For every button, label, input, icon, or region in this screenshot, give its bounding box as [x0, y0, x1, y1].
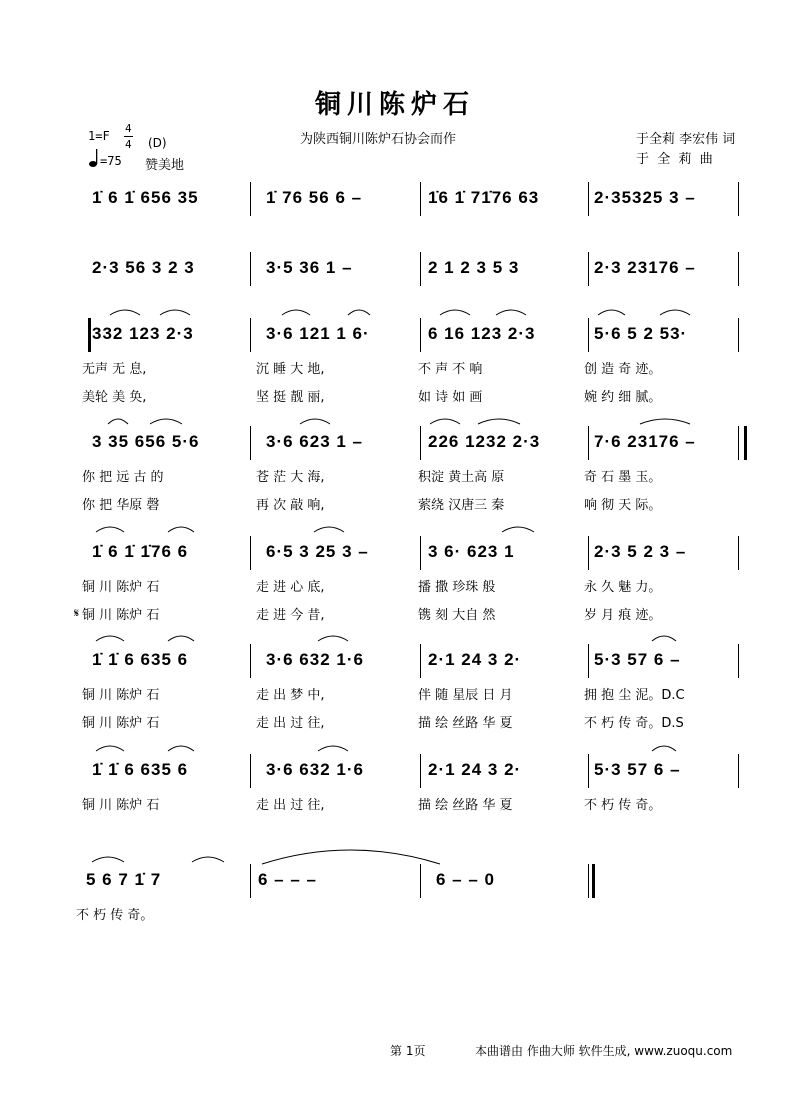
measure-notes: 1̇ 6 1̇ 1̇76 6: [92, 542, 189, 561]
measure-notes: 1̇6 1̇ 71̇76 63: [428, 188, 540, 207]
bar-line: [250, 536, 251, 570]
bar-line: [420, 182, 421, 216]
slur: [496, 310, 526, 315]
lyric-line-1: 不 朽 传 奇。: [584, 798, 662, 813]
measure-notes: 2 1 2 3 5 3: [428, 258, 520, 277]
lyricist-credit: 于全莉 李宏伟 词: [636, 132, 736, 147]
lyric-line-2: 你 把 华原 磬: [82, 498, 160, 513]
generator-credit: 本曲谱由 作曲大师 软件生成, www.zuoqu.com: [475, 1044, 733, 1058]
bar-line: [250, 318, 251, 352]
measure-notes: 332 123 2·3: [92, 324, 194, 343]
final-bar-line: [592, 864, 595, 898]
mode-label: (D): [148, 136, 167, 150]
slur: [660, 310, 690, 315]
lyric-line-2: 镌 刻 大自 然: [418, 608, 496, 623]
bar-line: [420, 754, 421, 788]
measure-notes: 1̇ 1̇ 6 635 6: [92, 650, 189, 669]
lyric-line-1: 积淀 黄土高 原: [418, 470, 505, 485]
tempo-marking: =75: [100, 154, 122, 168]
lyric-line-2: 走 出 过 往,: [256, 716, 325, 731]
slur: [168, 746, 194, 751]
slur: [348, 310, 370, 315]
bar-line: [250, 754, 251, 788]
bar-line: [588, 864, 589, 898]
slur: [96, 636, 124, 641]
segno-icon: 𝄋: [74, 606, 80, 620]
slur: [192, 857, 224, 862]
lyric-line-1: 走 进 心 底,: [256, 580, 325, 595]
lyric-line-1: 播 撒 珍珠 般: [418, 580, 496, 595]
bar-line: [588, 536, 589, 570]
bar-line: [588, 252, 589, 286]
slur: [478, 419, 520, 424]
measure-notes: 3·6 121 1 6·: [266, 324, 370, 343]
measure-notes: 2·1 24 3 2·: [428, 650, 522, 669]
lyric-line-1: 拥 抱 尘 泥。D.C: [584, 688, 685, 703]
tie: [262, 850, 440, 864]
slur: [110, 310, 140, 315]
repeat-start-bar: [88, 318, 91, 352]
measure-notes: 1̇ 76 56 6 –: [266, 188, 363, 207]
lyric-line-2: 美轮 美 奂,: [82, 390, 147, 405]
quarter-note-icon: [88, 148, 100, 168]
bar-line: [420, 318, 421, 352]
lyric-line-1: 奇 石 墨 玉。: [584, 470, 662, 485]
measure-notes: 5 6 7 1̇ 7: [86, 870, 162, 889]
bar-line: [588, 754, 589, 788]
measure-notes: 5·3 57 6 –: [594, 650, 681, 669]
time-signature-top: 4: [125, 122, 132, 135]
bar-line: [588, 644, 589, 678]
lyric-line-1: 创 造 奇 迹。: [584, 362, 662, 377]
bar-line: [420, 864, 421, 898]
slur: [150, 419, 182, 424]
bar-line: [738, 536, 739, 570]
bar-line: [250, 252, 251, 286]
lyric-line-1: 永 久 魅 力。: [584, 580, 662, 595]
bar-line: [588, 318, 589, 352]
expression-label: 赞美地: [145, 158, 185, 173]
measure-notes: 3·6 632 1·6: [266, 650, 364, 669]
song-title: 铜川陈炉石: [314, 90, 475, 120]
measure-notes: 2·1 24 3 2·: [428, 760, 522, 779]
slur: [92, 857, 124, 862]
measure-notes: 3·5 36 1 –: [266, 258, 353, 277]
slur: [502, 527, 534, 532]
lyric-line-2: 走 进 今 昔,: [256, 608, 325, 623]
bar-line: [250, 182, 251, 216]
time-signature-bottom: 4: [125, 138, 132, 151]
measure-notes: 2·3 56 3 2 3: [92, 258, 195, 277]
measure-notes: 3·6 623 1 –: [266, 432, 364, 451]
lyric-line-2: 响 彻 天 际。: [584, 498, 662, 513]
bar-line: [738, 644, 739, 678]
lyric-line-2: 如 诗 如 画: [418, 390, 483, 405]
bar-line: [588, 182, 589, 216]
time-signature-line: [124, 136, 133, 137]
slur: [96, 746, 124, 751]
slur: [282, 310, 310, 315]
composer-credit: 于 全 莉 曲: [636, 152, 713, 167]
slur: [318, 746, 348, 751]
lyric-line-1: 铜 川 陈炉 石: [82, 798, 160, 813]
measure-notes: 3·6 632 1·6: [266, 760, 364, 779]
slur: [108, 419, 128, 424]
lyric-line-1: 伴 随 星辰 日 月: [418, 688, 513, 703]
slur: [160, 310, 190, 315]
bar-line: [588, 426, 589, 460]
measure-notes: 3 35 656 5·6: [92, 432, 200, 451]
measure-notes: 5·3 57 6 –: [594, 760, 681, 779]
key-signature: 1=F: [88, 129, 110, 143]
measure-notes: 6 – – 0: [436, 870, 495, 889]
measure-notes: 6 16 123 2·3: [428, 324, 536, 343]
page-number: 第 1页: [390, 1044, 426, 1058]
subtitle: 为陕西铜川陈炉石协会而作: [300, 132, 457, 147]
bar-line: [250, 864, 251, 898]
lyric-line-1: 不 朽 传 奇。: [76, 908, 154, 923]
slur: [652, 746, 676, 751]
lyric-line-2: 再 次 敲 响,: [256, 498, 325, 513]
bar-line: [420, 252, 421, 286]
lyric-line-1: 铜 川 陈炉 石: [82, 580, 160, 595]
bar-line: [738, 318, 739, 352]
lyric-line-2: 坚 挺 靓 丽,: [256, 390, 325, 405]
measure-notes: 1̇ 1̇ 6 635 6: [92, 760, 189, 779]
lyric-line-1: 沉 睡 大 地,: [256, 362, 325, 377]
measure-notes: 3 6· 623 1: [428, 542, 515, 561]
measure-notes: 1̇ 6 1̇ 656 35: [92, 188, 199, 207]
slur: [430, 419, 460, 424]
lyric-line-1: 不 声 不 响: [418, 362, 483, 377]
repeat-end-bar: [744, 426, 747, 460]
slur: [640, 419, 690, 424]
lyric-line-2: 描 绘 丝路 华 夏: [418, 716, 513, 731]
lyric-line-2: 铜 川 陈炉 石: [82, 608, 160, 623]
slur: [440, 310, 470, 315]
slur: [168, 636, 194, 641]
slur: [168, 527, 194, 532]
lyric-line-1: 描 绘 丝路 华 夏: [418, 798, 513, 813]
lyric-line-2: 婉 约 细 腻。: [584, 390, 662, 405]
measure-notes: 2·35325 3 –: [594, 188, 696, 207]
bar-line: [738, 426, 739, 460]
measure-notes: 6·5 3 25 3 –: [266, 542, 369, 561]
lyric-line-2: 铜 川 陈炉 石: [82, 716, 160, 731]
lyric-line-2: 不 朽 传 奇。D.S: [584, 716, 684, 731]
slur: [598, 310, 625, 315]
bar-line: [738, 252, 739, 286]
slur: [652, 636, 676, 641]
lyric-line-1: 无声 无 息,: [82, 362, 147, 377]
bar-line: [250, 426, 251, 460]
slur: [96, 527, 124, 532]
lyric-line-1: 走 出 梦 中,: [256, 688, 325, 703]
measure-notes: 6 – – –: [258, 870, 317, 889]
lyric-line-1: 苍 茫 大 海,: [256, 470, 325, 485]
lyric-line-1: 铜 川 陈炉 石: [82, 688, 160, 703]
lyric-line-1: 你 把 远 古 的: [82, 470, 164, 485]
bar-line: [250, 644, 251, 678]
slur: [314, 527, 344, 532]
bar-line: [420, 426, 421, 460]
measure-notes: 5·6 5 2 53·: [594, 324, 688, 343]
slur: [300, 419, 330, 424]
measure-notes: 7·6 23176 –: [594, 432, 696, 451]
measure-notes: 226 1232 2·3: [428, 432, 541, 451]
lyric-line-2: 岁 月 痕 迹。: [584, 608, 662, 623]
measure-notes: 2·3 23176 –: [594, 258, 696, 277]
slur: [318, 636, 348, 641]
measure-notes: 2·3 5 2 3 –: [594, 542, 687, 561]
lyric-line-1: 走 出 过 往,: [256, 798, 325, 813]
bar-line: [420, 536, 421, 570]
bar-line: [420, 644, 421, 678]
lyric-line-2: 萦绕 汉唐三 秦: [418, 498, 505, 513]
bar-line: [738, 754, 739, 788]
bar-line: [738, 182, 739, 216]
